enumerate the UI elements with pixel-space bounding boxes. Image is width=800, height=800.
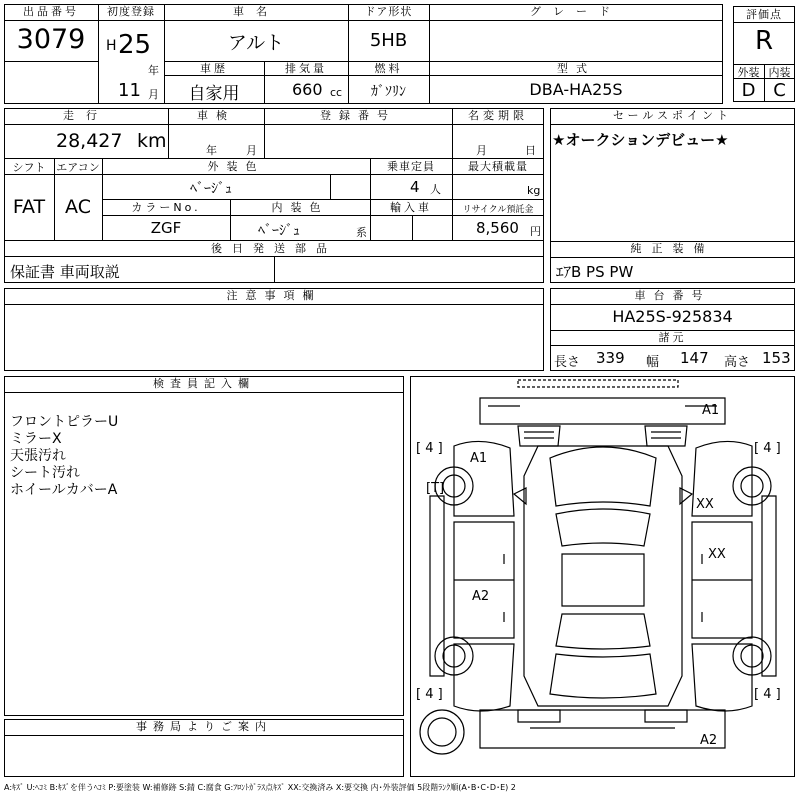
sales-point-label: セールスポイント — [612, 109, 732, 122]
door-type-label: ドア形状 — [364, 5, 413, 18]
later-parts: 保証書 車両取説 — [10, 263, 120, 281]
length: 339 — [596, 349, 625, 367]
mark-tire-fl: [ 4 ] — [416, 441, 443, 456]
color-no-label: カラーNo. — [131, 201, 201, 214]
door-type: 5HB — [369, 30, 408, 51]
recycle-fee: 8,560 — [476, 219, 519, 237]
max-load-unit: kg — [527, 184, 541, 197]
mark-roof-front: A1 — [702, 403, 720, 418]
equipment-label: 純正装備 — [630, 242, 715, 255]
recycle-label: リサイクル預託金 — [462, 205, 534, 215]
displacement: 660 — [292, 80, 323, 99]
mark-left-rear-door: A2 — [472, 589, 490, 604]
inspector-note: ミラーX — [10, 431, 62, 447]
mark-right-front-door: XX — [696, 497, 714, 512]
displacement-unit: cc — [330, 86, 343, 99]
rating-label: 評価点 — [746, 8, 782, 21]
history-label: 車歴 — [200, 62, 228, 75]
ext-color: ﾍﾞｰｼﾞｭ — [190, 181, 232, 197]
ac-label: エアコン — [56, 161, 100, 174]
car-name: アルト — [227, 32, 285, 54]
height-label: 高さ — [724, 355, 751, 370]
specs-label: 諸元 — [658, 331, 687, 344]
equipment: ｴｱB PS PW — [556, 263, 634, 281]
import-label: 輸入車 — [390, 201, 432, 214]
ac: AC — [65, 196, 91, 218]
inspection-label: 車検 — [197, 109, 235, 122]
int-color: ﾍﾞｰｼﾞｭ — [258, 223, 300, 239]
color-no: ZGF — [150, 219, 182, 237]
shift-label: シフト — [12, 161, 46, 174]
mark-rear: A2 — [700, 733, 718, 748]
first-reg-year-unit: 年 — [148, 64, 159, 77]
capacity-label: 乗車定員 — [387, 160, 435, 173]
history: 自家用 — [188, 84, 240, 104]
inspection-month-unit: 月 — [246, 144, 257, 157]
int-color-unit: 系 — [356, 226, 367, 239]
mark-right-rear-door: XX — [708, 547, 726, 562]
caution-label: 注意事項欄 — [226, 289, 322, 302]
height: 153 — [762, 349, 791, 367]
reg-number-label: 登録番号 — [320, 109, 396, 122]
inspector-notes — [10, 414, 118, 499]
legend: A:ｷｽﾞ U:ﾍｺﾐ B:ｷｽﾞを伴うﾍｺﾐ P:要塗装 W:補修跡 S:錆 C:腐食 G:ﾌﾛﾝﾄｶﾞﾗｽ点ｷｽﾞ XX:交換済み X:要交換 内･外装評価 5段階ﾗﾝｸ順(A･B･C･D･E) 2 — [4, 783, 516, 792]
fuel: ｶﾞｿﾘﾝ — [371, 84, 406, 100]
capacity-unit: 人 — [430, 183, 441, 196]
mark-tire-rl: [ 4 ] — [416, 687, 443, 702]
mileage: 28,427 — [56, 130, 123, 152]
recycle-unit: 円 — [530, 225, 541, 238]
inspector-note: 天張汚れ — [10, 448, 66, 464]
model: DBA-HA25S — [529, 80, 623, 99]
lot-number-label: 出品番号 — [23, 5, 79, 18]
rating: R — [754, 26, 774, 56]
name-change-day-unit: 日 — [525, 144, 536, 157]
sales-point: ★オークションデビュー★ — [552, 131, 729, 149]
grade-label: グレード — [530, 5, 622, 18]
chassis-number: HA25S-925834 — [612, 307, 733, 326]
chassis-label: 車台番号 — [634, 289, 711, 302]
mileage-unit: km — [137, 130, 167, 152]
mark-front-left: A1 — [470, 451, 488, 466]
width: 147 — [680, 349, 709, 367]
inspector-note: フロントピラーU — [10, 414, 119, 430]
length-label: 長さ — [554, 355, 581, 370]
inspector-note: シート汚れ — [10, 465, 80, 481]
first-reg-label: 初度登録 — [107, 5, 155, 18]
lot-number: 3079 — [16, 24, 86, 55]
max-load-label: 最大積載量 — [468, 160, 528, 173]
office-label: 事務局よりご案内 — [136, 720, 272, 733]
capacity: 4 — [410, 178, 420, 196]
first-reg-era: H — [106, 38, 117, 54]
first-reg-month-unit: 月 — [148, 88, 159, 101]
interior-grade: C — [773, 80, 786, 101]
interior-grade-label: 内装 — [768, 66, 791, 79]
shift: FAT — [12, 196, 46, 218]
first-reg-month: 11 — [118, 80, 141, 101]
inspector-label: 検査員記入欄 — [153, 377, 255, 390]
mark-tire-fr: [ 4 ] — [754, 441, 781, 456]
fuel-label: 燃料 — [374, 62, 403, 75]
car-diagram — [410, 376, 795, 777]
name-change-label: 名変期限 — [468, 109, 528, 122]
first-reg-year: 25 — [118, 30, 152, 60]
int-color-label: 内装色 — [271, 201, 329, 214]
width-label: 幅 — [646, 355, 660, 370]
inspector-note: ホイールカバーA — [10, 482, 118, 498]
mark-tire-rr: [ 4 ] — [754, 687, 781, 702]
mark-spare: [T] — [426, 481, 445, 496]
model-label: 型式 — [557, 62, 595, 75]
ext-color-label: 外装色 — [207, 160, 265, 173]
inspection-year-unit: 年 — [206, 144, 217, 157]
displacement-label: 排気量 — [285, 62, 327, 75]
mileage-label: 走行 — [63, 109, 109, 122]
name-change-month-unit: 月 — [476, 144, 487, 157]
car-name-label: 車名 — [233, 5, 279, 18]
later-parts-label: 後日発送部品 — [211, 242, 337, 255]
exterior-grade: D — [741, 80, 756, 101]
exterior-grade-label: 外装 — [737, 66, 760, 79]
